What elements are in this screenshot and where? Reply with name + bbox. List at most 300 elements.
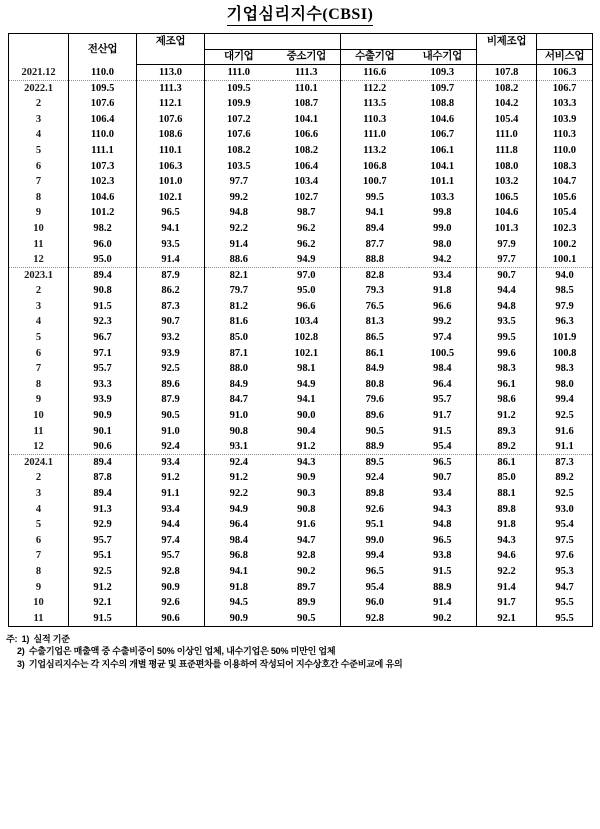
cell-sme: 104.1 xyxy=(294,113,319,125)
cell-non-manufacturing: 101.3 xyxy=(494,222,519,234)
cell-non-manufacturing: 94.8 xyxy=(497,300,516,312)
cell-manufacturing: 92.5 xyxy=(161,363,180,375)
cell-all-industry: 91.3 xyxy=(69,501,137,517)
row-period: 2 xyxy=(9,96,69,112)
cell-large-company: 90.9 xyxy=(205,610,273,626)
cell-non-manufacturing: 94.6 xyxy=(497,550,516,562)
row-period: 11 xyxy=(9,236,69,252)
cell-non-manufacturing: 86.1 xyxy=(497,457,516,469)
cell-manufacturing: 89.6 xyxy=(161,378,180,390)
row-period: 11 xyxy=(9,423,69,439)
table-row xyxy=(9,205,593,221)
cell-non-manufacturing: 96.1 xyxy=(497,378,516,390)
row-period: 3 xyxy=(9,299,69,315)
table-row xyxy=(9,252,593,268)
cell-large-company: 94.9 xyxy=(205,501,273,517)
cell-sme: 94.7 xyxy=(297,534,316,546)
cell-services: 98.5 xyxy=(537,283,593,299)
cell-services: 101.9 xyxy=(537,330,593,346)
cell-non-manufacturing: 104.6 xyxy=(494,207,519,219)
cell-domestic-company: 90.2 xyxy=(409,610,477,626)
cell-export-company: 89.8 xyxy=(341,486,409,502)
cell-sme: 89.9 xyxy=(297,597,316,609)
header-export-company: 수출기업 xyxy=(341,49,409,65)
row-period: 2021.12 xyxy=(9,65,69,81)
table-row xyxy=(9,267,593,283)
table-row xyxy=(9,423,593,439)
cell-large-company: 96.4 xyxy=(205,517,273,533)
cell-services: 108.3 xyxy=(537,158,593,174)
cell-services: 100.8 xyxy=(537,345,593,361)
row-period: 2024.1 xyxy=(9,455,69,471)
cell-manufacturing: 113.0 xyxy=(137,65,205,81)
table-row xyxy=(9,80,593,96)
cell-sme: 90.8 xyxy=(297,503,316,515)
cell-all-industry: 91.5 xyxy=(69,610,137,626)
table-row xyxy=(9,377,593,393)
cell-domestic-company: 91.7 xyxy=(409,408,477,424)
table-row xyxy=(9,564,593,580)
table-row xyxy=(9,501,593,517)
cell-manufacturing: 92.8 xyxy=(161,565,180,577)
cell-domestic-company: 96.4 xyxy=(409,377,477,393)
header-manufacturing: 제조업 xyxy=(137,34,205,50)
cell-non-manufacturing: 97.7 xyxy=(477,252,537,268)
cell-export-company: 81.3 xyxy=(341,314,409,330)
table-row xyxy=(9,158,593,174)
table-row xyxy=(9,96,593,112)
cell-sme: 102.1 xyxy=(294,347,319,359)
cell-non-manufacturing: 93.5 xyxy=(497,316,516,328)
table-row xyxy=(9,283,593,299)
cell-all-industry: 89.4 xyxy=(69,455,137,471)
cell-export-company: 76.5 xyxy=(341,299,409,315)
cell-export-company: 86.5 xyxy=(341,330,409,346)
cell-all-industry: 95.7 xyxy=(69,533,137,549)
footnote-text: 실적 기준 xyxy=(33,633,70,644)
cell-all-industry: 95.7 xyxy=(69,361,137,377)
cell-domestic-company: 91.4 xyxy=(409,595,477,611)
table-row xyxy=(9,455,593,471)
cell-all-industry: 101.2 xyxy=(69,205,137,221)
cell-all-industry: 89.4 xyxy=(69,267,137,283)
header-row-top xyxy=(9,34,593,50)
row-period: 2 xyxy=(9,283,69,299)
row-period: 4 xyxy=(9,501,69,517)
row-period: 8 xyxy=(9,189,69,205)
cell-manufacturing: 87.3 xyxy=(161,300,180,312)
cell-manufacturing: 93.2 xyxy=(161,332,180,344)
cell-services: 95.3 xyxy=(537,564,593,580)
cell-sme: 96.6 xyxy=(297,300,316,312)
cell-non-manufacturing: 89.2 xyxy=(477,439,537,455)
cell-export-company: 95.4 xyxy=(341,579,409,595)
cell-all-industry: 104.6 xyxy=(69,189,137,205)
cell-large-company: 85.0 xyxy=(205,330,273,346)
cell-large-company: 91.4 xyxy=(205,236,273,252)
cell-large-company: 96.8 xyxy=(205,548,273,564)
cell-all-industry: 92.9 xyxy=(69,517,137,533)
cell-domestic-company: 94.8 xyxy=(409,517,477,533)
cell-services: 97.6 xyxy=(537,548,593,564)
cell-all-industry: 96.0 xyxy=(69,236,137,252)
cell-export-company: 90.5 xyxy=(341,423,409,439)
cell-large-company: 79.7 xyxy=(205,283,273,299)
row-period: 10 xyxy=(9,221,69,237)
cell-services: 100.1 xyxy=(537,252,593,268)
cell-domestic-company: 104.1 xyxy=(409,158,477,174)
cell-all-industry: 87.8 xyxy=(69,470,137,486)
cell-sme: 94.9 xyxy=(273,252,341,268)
cell-export-company: 106.8 xyxy=(341,158,409,174)
cell-non-manufacturing: 99.5 xyxy=(497,332,516,344)
cell-domestic-company: 93.8 xyxy=(409,548,477,564)
cell-services: 94.0 xyxy=(537,267,593,283)
row-period: 7 xyxy=(9,548,69,564)
table-header xyxy=(9,34,593,65)
cell-manufacturing: 87.9 xyxy=(161,269,180,281)
row-period: 11 xyxy=(9,610,69,626)
cell-sme: 106.4 xyxy=(294,160,319,172)
row-period: 6 xyxy=(9,158,69,174)
footnote-text: 기업심리지수는 각 지수의 개별 평균 및 표준편차를 이용하여 작성되어 지수상호간 수준비교에 유의 xyxy=(28,658,403,669)
cell-manufacturing: 91.4 xyxy=(137,252,205,268)
cell-all-industry: 92.5 xyxy=(69,564,137,580)
cell-export-company: 82.8 xyxy=(341,267,409,283)
cell-non-manufacturing: 108.0 xyxy=(494,160,519,172)
cell-manufacturing: 108.6 xyxy=(158,129,183,141)
cell-export-company: 99.0 xyxy=(341,533,409,549)
cell-services: 92.5 xyxy=(537,408,593,424)
cell-domestic-company: 109.7 xyxy=(409,80,477,96)
cell-manufacturing: 110.1 xyxy=(158,144,183,156)
header-non-manufacturing-spacer xyxy=(537,34,593,50)
cell-all-industry: 102.3 xyxy=(69,174,137,190)
cell-export-company: 99.5 xyxy=(341,189,409,205)
cell-export-company: 88.9 xyxy=(341,439,409,455)
row-period: 2023.1 xyxy=(9,267,69,283)
cell-sme: 92.8 xyxy=(297,550,316,562)
cell-services: 89.2 xyxy=(537,470,593,486)
cell-sme: 95.0 xyxy=(297,285,316,297)
row-period: 6 xyxy=(9,533,69,549)
cell-domestic-company: 101.1 xyxy=(409,174,477,190)
cell-export-company: 94.1 xyxy=(341,205,409,221)
cell-non-manufacturing: 90.7 xyxy=(497,269,516,281)
cell-large-company: 82.1 xyxy=(205,267,273,283)
footnote-number: 3) xyxy=(17,658,27,669)
table-row xyxy=(9,111,593,127)
cell-sme: 94.3 xyxy=(297,457,316,469)
row-period: 3 xyxy=(9,486,69,502)
cell-export-company: 89.6 xyxy=(341,408,409,424)
cell-all-industry: 97.1 xyxy=(69,345,137,361)
cell-domestic-company: 106.7 xyxy=(409,127,477,143)
cell-large-company: 108.2 xyxy=(205,143,273,159)
cell-large-company: 84.9 xyxy=(205,377,273,393)
cell-services: 97.9 xyxy=(537,299,593,315)
cell-large-company: 81.2 xyxy=(205,299,273,315)
cell-large-company: 93.1 xyxy=(205,439,273,455)
cell-sme: 90.0 xyxy=(297,410,316,422)
row-period: 8 xyxy=(9,564,69,580)
cell-all-industry: 95.1 xyxy=(69,548,137,564)
cell-services: 103.3 xyxy=(537,96,593,112)
cell-large-company: 94.8 xyxy=(205,205,273,221)
cell-non-manufacturing: 94.3 xyxy=(497,534,516,546)
footnote-number: 2) xyxy=(17,646,27,657)
table-row xyxy=(9,579,593,595)
cell-large-company: 99.2 xyxy=(205,189,273,205)
cell-sme: 102.8 xyxy=(294,332,319,344)
header-manufacturing-spacer-4 xyxy=(409,34,477,50)
cell-manufacturing: 93.4 xyxy=(161,503,180,515)
cell-manufacturing: 102.1 xyxy=(158,191,183,203)
footnote-text: 수출기업은 매출액 중 수출비중이 50% 이상인 업체, 내수기업은 50% 미만인 업체 xyxy=(28,646,336,657)
cell-large-company: 109.5 xyxy=(205,80,273,96)
cell-large-company: 88.6 xyxy=(205,252,273,268)
cell-non-manufacturing: 104.2 xyxy=(494,98,519,110)
row-period: 5 xyxy=(9,517,69,533)
cell-large-company: 94.1 xyxy=(205,564,273,580)
page-title: 기업심리지수(CBSI) xyxy=(227,5,374,26)
cell-all-industry: 93.9 xyxy=(69,392,137,408)
cell-export-company: 113.5 xyxy=(341,96,409,112)
row-period: 2 xyxy=(9,470,69,486)
cell-large-company: 109.9 xyxy=(205,96,273,112)
cell-domestic-company: 108.8 xyxy=(409,96,477,112)
cell-large-company: 92.2 xyxy=(205,486,273,502)
cell-services: 98.3 xyxy=(537,361,593,377)
cell-domestic-company: 106.1 xyxy=(409,143,477,159)
table-row xyxy=(9,517,593,533)
cell-all-industry: 91.2 xyxy=(69,579,137,595)
cell-non-manufacturing: 91.8 xyxy=(497,519,516,531)
header-manufacturing-sub xyxy=(137,49,205,65)
cell-large-company: 91.2 xyxy=(205,470,273,486)
cell-large-company: 94.5 xyxy=(205,595,273,611)
cell-non-manufacturing: 88.1 xyxy=(497,488,516,500)
cell-all-industry: 89.4 xyxy=(69,486,137,502)
cell-large-company: 91.0 xyxy=(205,408,273,424)
cell-large-company: 81.6 xyxy=(205,314,273,330)
row-period: 2022.1 xyxy=(9,80,69,96)
row-period: 9 xyxy=(9,579,69,595)
table-row xyxy=(9,486,593,502)
cell-export-company: 92.8 xyxy=(341,610,409,626)
header-large-company: 대기업 xyxy=(205,49,273,65)
cell-sme: 111.3 xyxy=(273,65,341,81)
cell-manufacturing: 91.1 xyxy=(161,488,180,500)
cell-large-company: 111.0 xyxy=(205,65,273,81)
header-date xyxy=(9,34,69,65)
cell-all-industry: 107.3 xyxy=(69,158,137,174)
cell-services: 104.7 xyxy=(537,174,593,190)
cell-sme: 90.2 xyxy=(297,565,316,577)
row-period: 10 xyxy=(9,595,69,611)
cell-large-company: 92.4 xyxy=(205,455,273,471)
cell-export-company: 96.0 xyxy=(341,595,409,611)
cell-sme: 103.4 xyxy=(294,176,319,188)
table-row xyxy=(9,299,593,315)
cell-all-industry: 110.0 xyxy=(69,65,137,81)
cell-domestic-company: 99.2 xyxy=(409,314,477,330)
cell-export-company: 87.7 xyxy=(341,236,409,252)
cell-manufacturing: 87.9 xyxy=(161,394,180,406)
cell-non-manufacturing: 98.3 xyxy=(497,363,516,375)
row-period: 12 xyxy=(9,252,69,268)
cell-services: 97.5 xyxy=(537,533,593,549)
cell-sme: 110.1 xyxy=(294,82,318,94)
header-non-manufacturing: 비제조업 xyxy=(477,34,537,50)
cell-domestic-company: 96.5 xyxy=(409,455,477,471)
cell-manufacturing: 90.7 xyxy=(161,316,180,328)
cell-domestic-company: 99.8 xyxy=(409,205,477,221)
cell-sme: 90.3 xyxy=(297,488,316,500)
footnote-item xyxy=(6,658,600,671)
cell-non-manufacturing: 91.7 xyxy=(497,597,516,609)
cbsi-table xyxy=(8,33,593,627)
cell-sme: 90.9 xyxy=(297,472,316,484)
table-row xyxy=(9,330,593,346)
cell-sme: 96.2 xyxy=(297,238,316,250)
table-row xyxy=(9,127,593,143)
cell-non-manufacturing: 107.8 xyxy=(477,65,537,81)
cell-non-manufacturing: 89.3 xyxy=(497,425,516,437)
footnote-item xyxy=(6,645,600,658)
cell-non-manufacturing: 85.0 xyxy=(497,472,516,484)
cell-all-industry: 90.6 xyxy=(69,439,137,455)
cell-sme: 96.2 xyxy=(297,222,316,234)
cell-services: 91.1 xyxy=(537,439,593,455)
table-row xyxy=(9,548,593,564)
cell-export-company: 92.6 xyxy=(341,501,409,517)
table-row xyxy=(9,314,593,330)
header-services: 서비스업 xyxy=(537,49,593,65)
cell-export-company: 80.8 xyxy=(341,377,409,393)
cell-all-industry: 96.7 xyxy=(69,330,137,346)
cell-large-company: 107.6 xyxy=(205,127,273,143)
cell-non-manufacturing: 111.0 xyxy=(495,129,518,141)
row-period: 9 xyxy=(9,392,69,408)
title-container xyxy=(0,0,600,33)
cell-services: 106.7 xyxy=(537,80,593,96)
row-period: 6 xyxy=(9,345,69,361)
cell-services: 95.4 xyxy=(537,517,593,533)
cell-non-manufacturing: 98.6 xyxy=(497,394,516,406)
header-domestic-company: 내수기업 xyxy=(409,49,477,65)
cell-manufacturing: 92.6 xyxy=(161,597,180,609)
cell-services: 100.2 xyxy=(537,236,593,252)
cell-services: 94.7 xyxy=(537,579,593,595)
cell-services: 92.5 xyxy=(537,486,593,502)
cell-services: 110.0 xyxy=(537,143,593,159)
cell-domestic-company: 93.4 xyxy=(409,267,477,283)
cell-domestic-company: 95.7 xyxy=(409,392,477,408)
cell-services: 103.9 xyxy=(537,111,593,127)
cell-non-manufacturing: 106.5 xyxy=(494,191,519,203)
cell-sme: 98.7 xyxy=(297,207,316,219)
cell-services: 105.4 xyxy=(537,205,593,221)
cell-manufacturing: 90.6 xyxy=(137,610,205,626)
cell-domestic-company: 98.4 xyxy=(409,361,477,377)
cell-export-company: 95.1 xyxy=(341,517,409,533)
footnote-item xyxy=(6,633,600,646)
table-row xyxy=(9,610,593,626)
cell-sme: 98.1 xyxy=(297,363,316,375)
cell-export-company: 86.1 xyxy=(341,345,409,361)
cell-services: 98.0 xyxy=(537,377,593,393)
table-row xyxy=(9,361,593,377)
header-sme: 중소기업 xyxy=(273,49,341,65)
table-row xyxy=(9,65,593,81)
cell-services: 91.6 xyxy=(537,423,593,439)
cell-domestic-company: 93.4 xyxy=(409,486,477,502)
cell-domestic-company: 99.0 xyxy=(409,221,477,237)
row-period: 10 xyxy=(9,408,69,424)
table-row xyxy=(9,392,593,408)
table-row xyxy=(9,439,593,455)
cell-manufacturing: 86.2 xyxy=(161,285,180,297)
cell-large-company: 97.7 xyxy=(205,174,273,190)
cell-export-company: 79.3 xyxy=(341,283,409,299)
cell-sme: 90.5 xyxy=(273,610,341,626)
row-period: 9 xyxy=(9,205,69,221)
cell-services: 93.0 xyxy=(537,501,593,517)
cell-manufacturing: 101.0 xyxy=(158,176,183,188)
cell-all-industry: 106.4 xyxy=(69,111,137,127)
header-manufacturing-spacer-3 xyxy=(341,34,409,50)
cell-manufacturing: 112.1 xyxy=(158,98,183,110)
cell-non-manufacturing: 91.4 xyxy=(497,581,516,593)
cell-all-industry: 90.9 xyxy=(69,408,137,424)
row-period: 12 xyxy=(9,439,69,455)
cell-export-company: 96.5 xyxy=(341,564,409,580)
cell-domestic-company: 98.0 xyxy=(409,236,477,252)
cell-export-company: 92.4 xyxy=(341,470,409,486)
cell-all-industry: 107.6 xyxy=(69,96,137,112)
cell-domestic-company: 91.5 xyxy=(409,564,477,580)
header-manufacturing-spacer-2 xyxy=(273,34,341,50)
cell-export-company: 112.2 xyxy=(341,80,409,96)
cell-manufacturing: 106.3 xyxy=(158,160,183,172)
cell-manufacturing: 93.4 xyxy=(161,457,180,469)
cell-sme: 108.7 xyxy=(294,98,319,110)
header-all-industry: 전산업 xyxy=(69,34,137,65)
table-container xyxy=(0,33,600,627)
cell-large-company: 88.0 xyxy=(205,361,273,377)
cell-sme: 91.2 xyxy=(273,439,341,455)
cell-all-industry: 90.8 xyxy=(69,283,137,299)
cell-domestic-company: 104.6 xyxy=(409,111,477,127)
cell-domestic-company: 97.4 xyxy=(409,330,477,346)
header-manufacturing-spacer-1 xyxy=(205,34,273,50)
header-non-manufacturing-sub xyxy=(477,49,537,65)
row-period: 4 xyxy=(9,127,69,143)
cell-domestic-company: 90.7 xyxy=(409,470,477,486)
cell-export-company: 116.6 xyxy=(341,65,409,81)
cell-large-company: 107.2 xyxy=(205,111,273,127)
cell-export-company: 113.2 xyxy=(341,143,409,159)
cell-export-company: 99.4 xyxy=(341,548,409,564)
cell-non-manufacturing: 103.2 xyxy=(494,176,519,188)
footnote-prefix: 주: xyxy=(6,633,20,644)
cell-export-company: 110.3 xyxy=(341,111,409,127)
table-row xyxy=(9,143,593,159)
cell-non-manufacturing: 97.9 xyxy=(497,238,516,250)
cell-sme: 91.6 xyxy=(297,519,316,531)
cell-services: 87.3 xyxy=(537,455,593,471)
